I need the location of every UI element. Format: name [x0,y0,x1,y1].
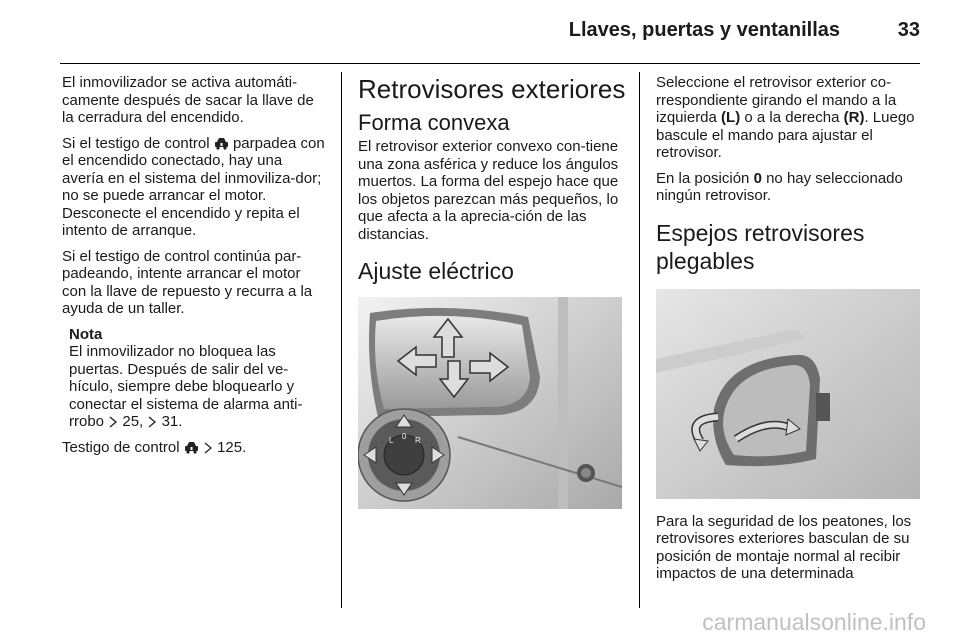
column-3 [656,74,922,591]
mirror-adjust-drawing [358,297,622,509]
column-divider [341,72,342,608]
column-1 [62,74,328,464]
text: o a la derecha [744,109,840,126]
paragraph [62,439,328,457]
reference-arrow-icon [203,442,213,454]
paragraph: El inmovilizador se activa automáti-camente después de sacar la llave de la cerradura del encendido. [62,74,314,126]
text: El inmovilizador no bloquea las puertas. Después de salir del ve-hículo, siempre debe bloquearlo y conectar el sistema de alarma anti-rrobo [69,343,303,430]
folding-mirror-drawing [656,289,920,499]
page-ref: 125. [217,438,247,456]
label-l: L [389,436,394,445]
page-ref: 31. [161,413,183,430]
text: parpadea con el encendido conectado, hay una avería en el sistema del inmoviliza-dor; no se puede arrancar el motor. Desconecte el encendido y repita el intento de arranque. [62,134,325,239]
section-title: Retrovisores exteriores [358,74,626,104]
subsection-title: Ajuste eléctrico [358,258,514,284]
text: no hay seleccionado ningún retrovisor. [656,169,903,204]
key-label: (R) [843,109,865,126]
column-divider [639,72,640,608]
car-key-icon [214,137,229,150]
paragraph [656,170,922,205]
reference-arrow-icon [147,416,157,428]
text: En la posición [656,169,750,187]
paragraph: Para la seguridad de los peatones, los retrovisores exteriores basculan de su posición de montaje normal al recibir impactos de una determinada [656,512,912,582]
note-title: Nota [69,325,103,343]
key-label: (L) [721,109,741,126]
folding-mirror-illustration [656,289,920,499]
paragraph: Si el testigo de control continúa par-padeando, intente arrancar el motor con la llave de repuesto y recurra a la ayuda de un taller. [62,247,313,317]
key-label: 0 [753,169,762,187]
page-number: 33 [897,19,920,41]
text: Si el testigo de control [62,134,210,152]
note-text [69,343,328,431]
page-header [0,0,960,64]
text: Seleccione el retrovisor exterior co-rrespondiente girando el mando a la izquierda [656,74,897,126]
section-title: Espejos retrovisores plegables [656,219,865,274]
mirror-adjust-illustration [358,297,622,509]
note-box [69,326,328,431]
paragraph [62,135,328,240]
text: . Luego bascule el mando para ajustar el retrovisor. [656,109,915,161]
paragraph: El retrovisor exterior convexo con-tiene una zona asférica y reduce los ángulos muertos. La forma del espejo hace que los objetos parezcan más pequeños, lo que afecta a la aprecia-ción de las distancias. [358,138,619,243]
subsection-title: Forma convexa [358,110,510,135]
page-ref: 25, [122,413,144,430]
column-2 [358,74,626,509]
car-key-icon [184,441,199,454]
label-r: R [415,436,421,445]
label-zero: 0 [402,432,407,441]
header-rule [60,63,920,64]
watermark: carmanualsonline.info [702,609,926,635]
text: Testigo de control [62,438,180,456]
reference-arrow-icon [108,416,118,428]
header-title: Llaves, puertas y ventanillas [568,19,840,41]
paragraph [656,74,922,162]
